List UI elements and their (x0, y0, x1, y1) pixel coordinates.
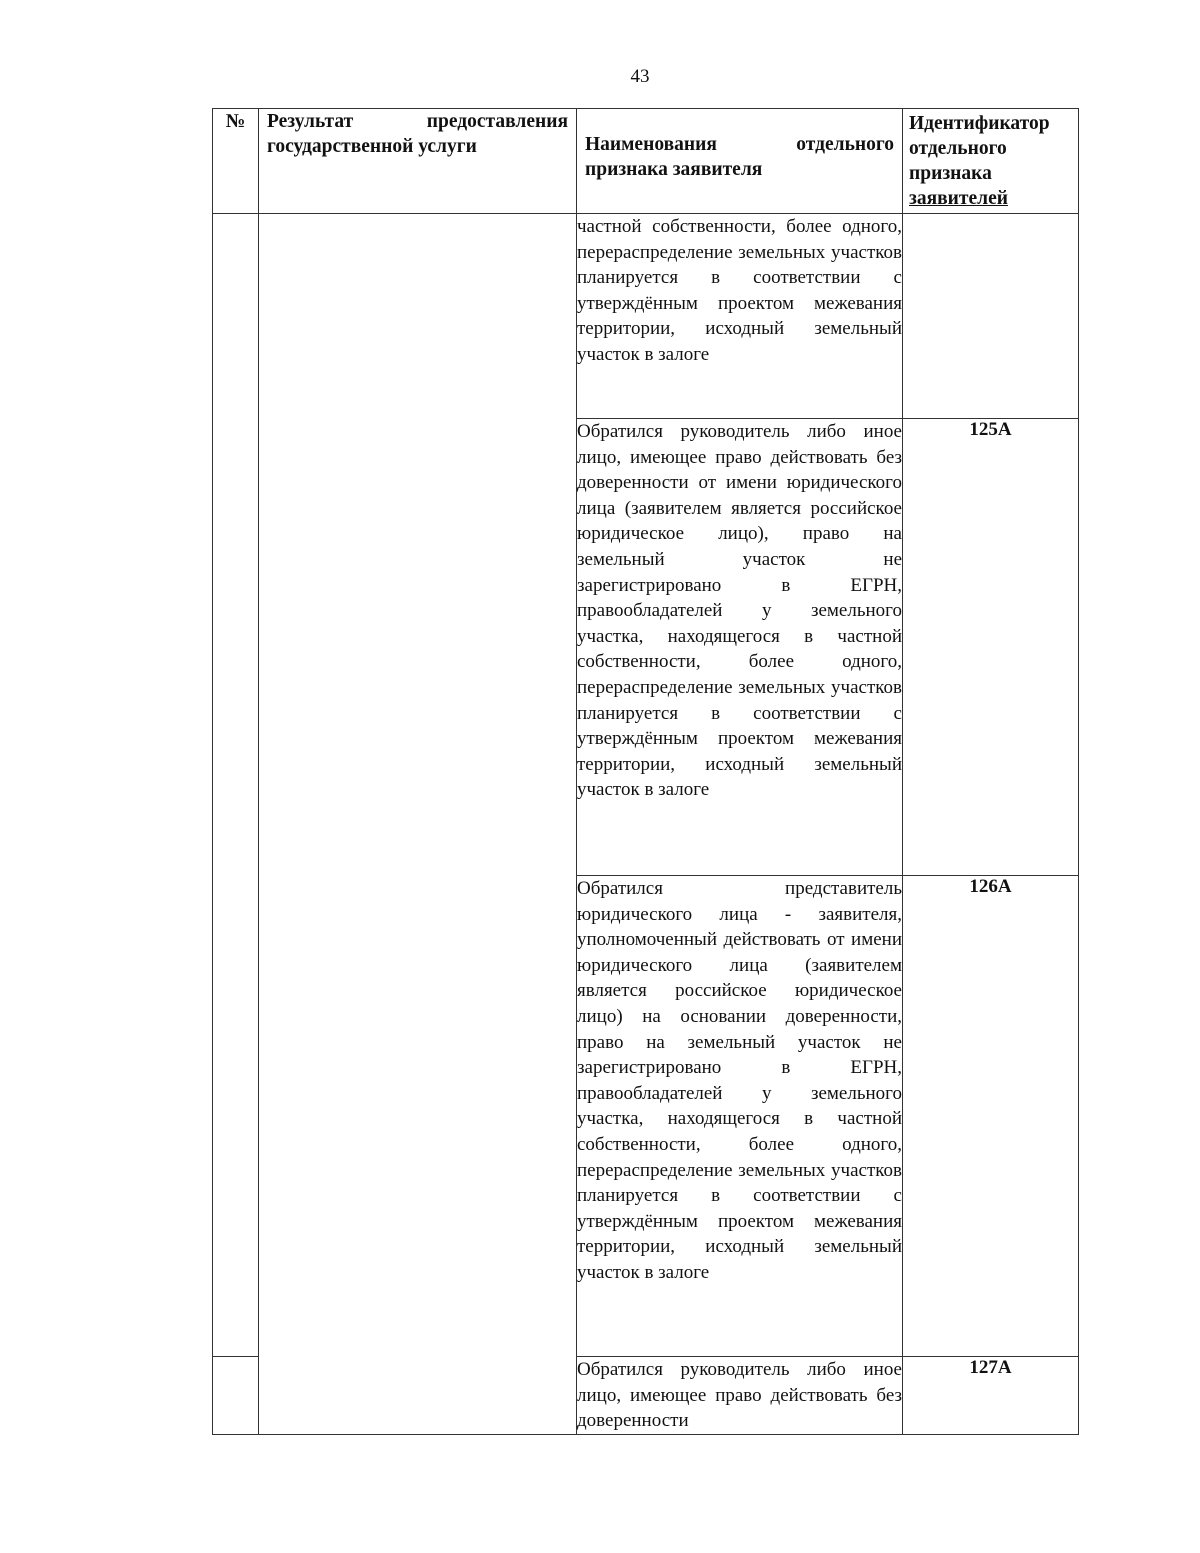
identifier-cell (903, 214, 1079, 419)
header-identifier-line: заявителей (909, 188, 1008, 209)
number-cell (213, 1357, 259, 1435)
table-row (213, 214, 1079, 419)
feature-text-cell: частной собственности, более одного, перераспределение земельных участков планируется в соответствии с утверждённым проектом межевания территории, исходный земельный участок в залоге (577, 214, 903, 419)
header-identifier-line: отдельного (909, 138, 1007, 159)
identifier-cell: 127А (903, 1357, 1079, 1435)
identifier-cell: 125А (903, 419, 1079, 876)
header-identifier-line: признака (909, 163, 992, 184)
header-number: № (213, 109, 259, 214)
header-identifier-line: Идентификатор (909, 113, 1050, 134)
header-result: Результат предоставления государственной услуги (259, 109, 577, 214)
header-identifier (903, 109, 1079, 214)
page-number: 43 (630, 66, 650, 87)
result-cell (259, 214, 577, 1435)
header-feature-name: Наименования отдельного признака заявителя (577, 109, 903, 214)
feature-text-cell: Обратился руководитель либо иное лицо, имеющее право действовать без доверенности (577, 1357, 903, 1435)
feature-text-cell: Обратился руководитель либо иное лицо, имеющее право действовать без доверенности от имени юридического лица (заявителем является российское юридическое лицо), право на земельный участок не зарегистрировано в ЕГРН, правообладателей у земельного участка, находящегося в частной собственности, более одного, перераспределение земельных участков планируется в соответствии с утверждённым проектом межевания территории, исходный земельный участок в залоге (577, 419, 903, 876)
feature-text-cell: Обратился представитель юридического лица - заявителя, уполномоченный действовать от имени юридического лица (заявителем является российское юридическое лицо) на основании доверенности, право на земельный участок не зарегистрировано в ЕГРН, правообладателей у земельного участка, находящегося в частной собственности, более одного, перераспределение земельных участков планируется в соответствии с утверждённым проектом межевания территории, исходный земельный участок в залоге (577, 876, 903, 1357)
number-cell (213, 214, 259, 1357)
identifier-cell: 126А (903, 876, 1079, 1357)
table-header-row (213, 109, 1079, 214)
services-table (212, 108, 1079, 1435)
